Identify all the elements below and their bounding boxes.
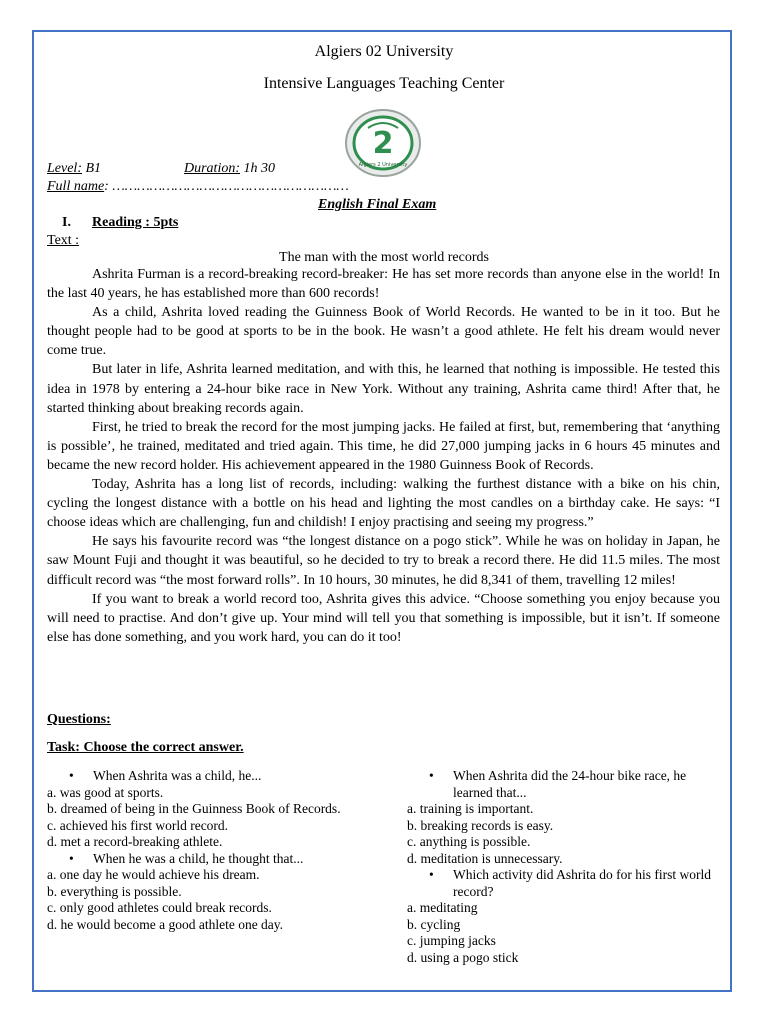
fullname-line	[47, 179, 349, 195]
paragraph: As a child, Ashrita loved reading the Guinness Book of World Records. He wanted to be in it too. But he thought people had to be good at sports to be in the book. He wasn’t a good athlete. He felt his dream would never come true.	[47, 305, 720, 359]
answer-option[interactable]: c. achieved his first world record.	[47, 817, 229, 833]
questions-label: Questions:	[47, 712, 111, 727]
level-label: Level:	[47, 161, 82, 176]
task-label: Task: Choose the correct answer.	[47, 740, 244, 755]
answer-option[interactable]: d. meditation is unnecessary.	[407, 850, 563, 866]
svg-text:2: 2	[372, 126, 394, 161]
answer-option[interactable]: a. training is important.	[407, 801, 534, 816]
duration-label: Duration:	[184, 161, 240, 176]
question-item: • Which activity did Ashrita do for his first world record?	[407, 867, 722, 900]
questions-left-column	[47, 768, 361, 933]
svg-text:Algiers 2 University: Algiers 2 University	[358, 162, 408, 168]
reading-passage	[47, 265, 720, 647]
answer-option[interactable]: a. was good at sports.	[47, 784, 164, 800]
passage-title: The man with the most world records	[279, 250, 489, 265]
university-title: Algiers 02 University	[314, 43, 454, 60]
answer-option[interactable]: b. dreamed of being in the Guinness Book of Records.	[47, 801, 341, 816]
university-logo	[344, 108, 422, 178]
paragraph: If you want to break a world record too, Ashrita gives this advice. “Choose something you enjoy because you will need to practise. And don’t give up. Your mind will tell you that something is impossible, but it isn’t. If someone else has done something, and you work hard, you can do it too!	[47, 591, 720, 645]
duration-value: 1h 30	[240, 161, 275, 176]
level-line	[47, 161, 101, 177]
question-item: • When Ashrita did the 24-hour bike race, he learned that...	[407, 768, 722, 801]
answer-option[interactable]: b. breaking records is easy.	[407, 817, 554, 833]
answer-option[interactable]: d. he would become a good athlete one day.	[47, 916, 284, 932]
question-item: • When he was a child, he thought that...	[47, 851, 361, 868]
answer-option[interactable]: b. cycling	[407, 916, 461, 932]
answer-option[interactable]: c. anything is possible.	[407, 834, 531, 849]
paragraph: First, he tried to break the record for the most jumping jacks. He failed at first, but, remembering that ‘anything is possible’, he trained, meditated and tried again. This time, he did 27,000 jumping jacks in 6 hours 45 minutes and became the new record holder. His achievement appeared in the 1980 Guinness Book of Records.	[47, 419, 720, 473]
paragraph: He says his favourite record was “the longest distance on a pogo stick”. While he was on holiday in Japan, he saw Mount Fuji and thought it was beautiful, so he decided to try to break a record there. He did 11.5 miles. The most difficult record was “the most forward rolls”. In 10 hours, 30 minutes, he did 8,341 of them, travelling 12 miles!	[47, 534, 720, 588]
answer-option[interactable]: a. one day he would achieve his dream.	[47, 867, 260, 882]
exam-title: English Final Exam	[318, 197, 437, 212]
section-number: I.	[62, 215, 71, 230]
paragraph: Today, Ashrita has a long list of records, including: walking the furthest distance with a bike on his chin, cycling the longest distance with a bottle on his head and lighting the most candles on a birthday cake. He says: “I choose ideas which are challenging, fun and childish! I enjoy practising and seeing my progress.”	[47, 477, 720, 531]
fullname-dots: : …………………………………………………	[104, 179, 349, 194]
level-value: B1	[81, 161, 102, 176]
paragraph: But later in life, Ashrita learned meditation, and with this, he learned that nothing is impossible. He tested this idea in 1978 by entering a 24-hour bike race in New York. Without any training, Ashrita came third! After that, he started thinking about breaking records again.	[47, 362, 720, 416]
text-label: Text :	[47, 233, 80, 248]
answer-option[interactable]: c. jumping jacks	[407, 933, 496, 948]
fullname-label: Full name	[47, 179, 105, 194]
center-title: Intensive Languages Teaching Center	[263, 75, 505, 92]
answer-option[interactable]: b. everything is possible.	[47, 883, 182, 899]
questions-right-column	[407, 768, 722, 966]
section-title: Reading : 5pts	[92, 215, 179, 230]
duration-line	[184, 161, 275, 177]
answer-option[interactable]: a. meditating	[407, 900, 478, 915]
answer-option[interactable]: c. only good athletes could break records.	[47, 900, 272, 915]
answer-option[interactable]: d. met a record-breaking athlete.	[47, 834, 223, 849]
answer-option[interactable]: d. using a pogo stick	[407, 949, 519, 965]
question-item: • When Ashrita was a child, he...	[47, 768, 361, 785]
paragraph: Ashrita Furman is a record-breaking record-breaker: He has set more records than anyone else in the world! In the last 40 years, he has established more than 600 records!	[47, 267, 720, 302]
